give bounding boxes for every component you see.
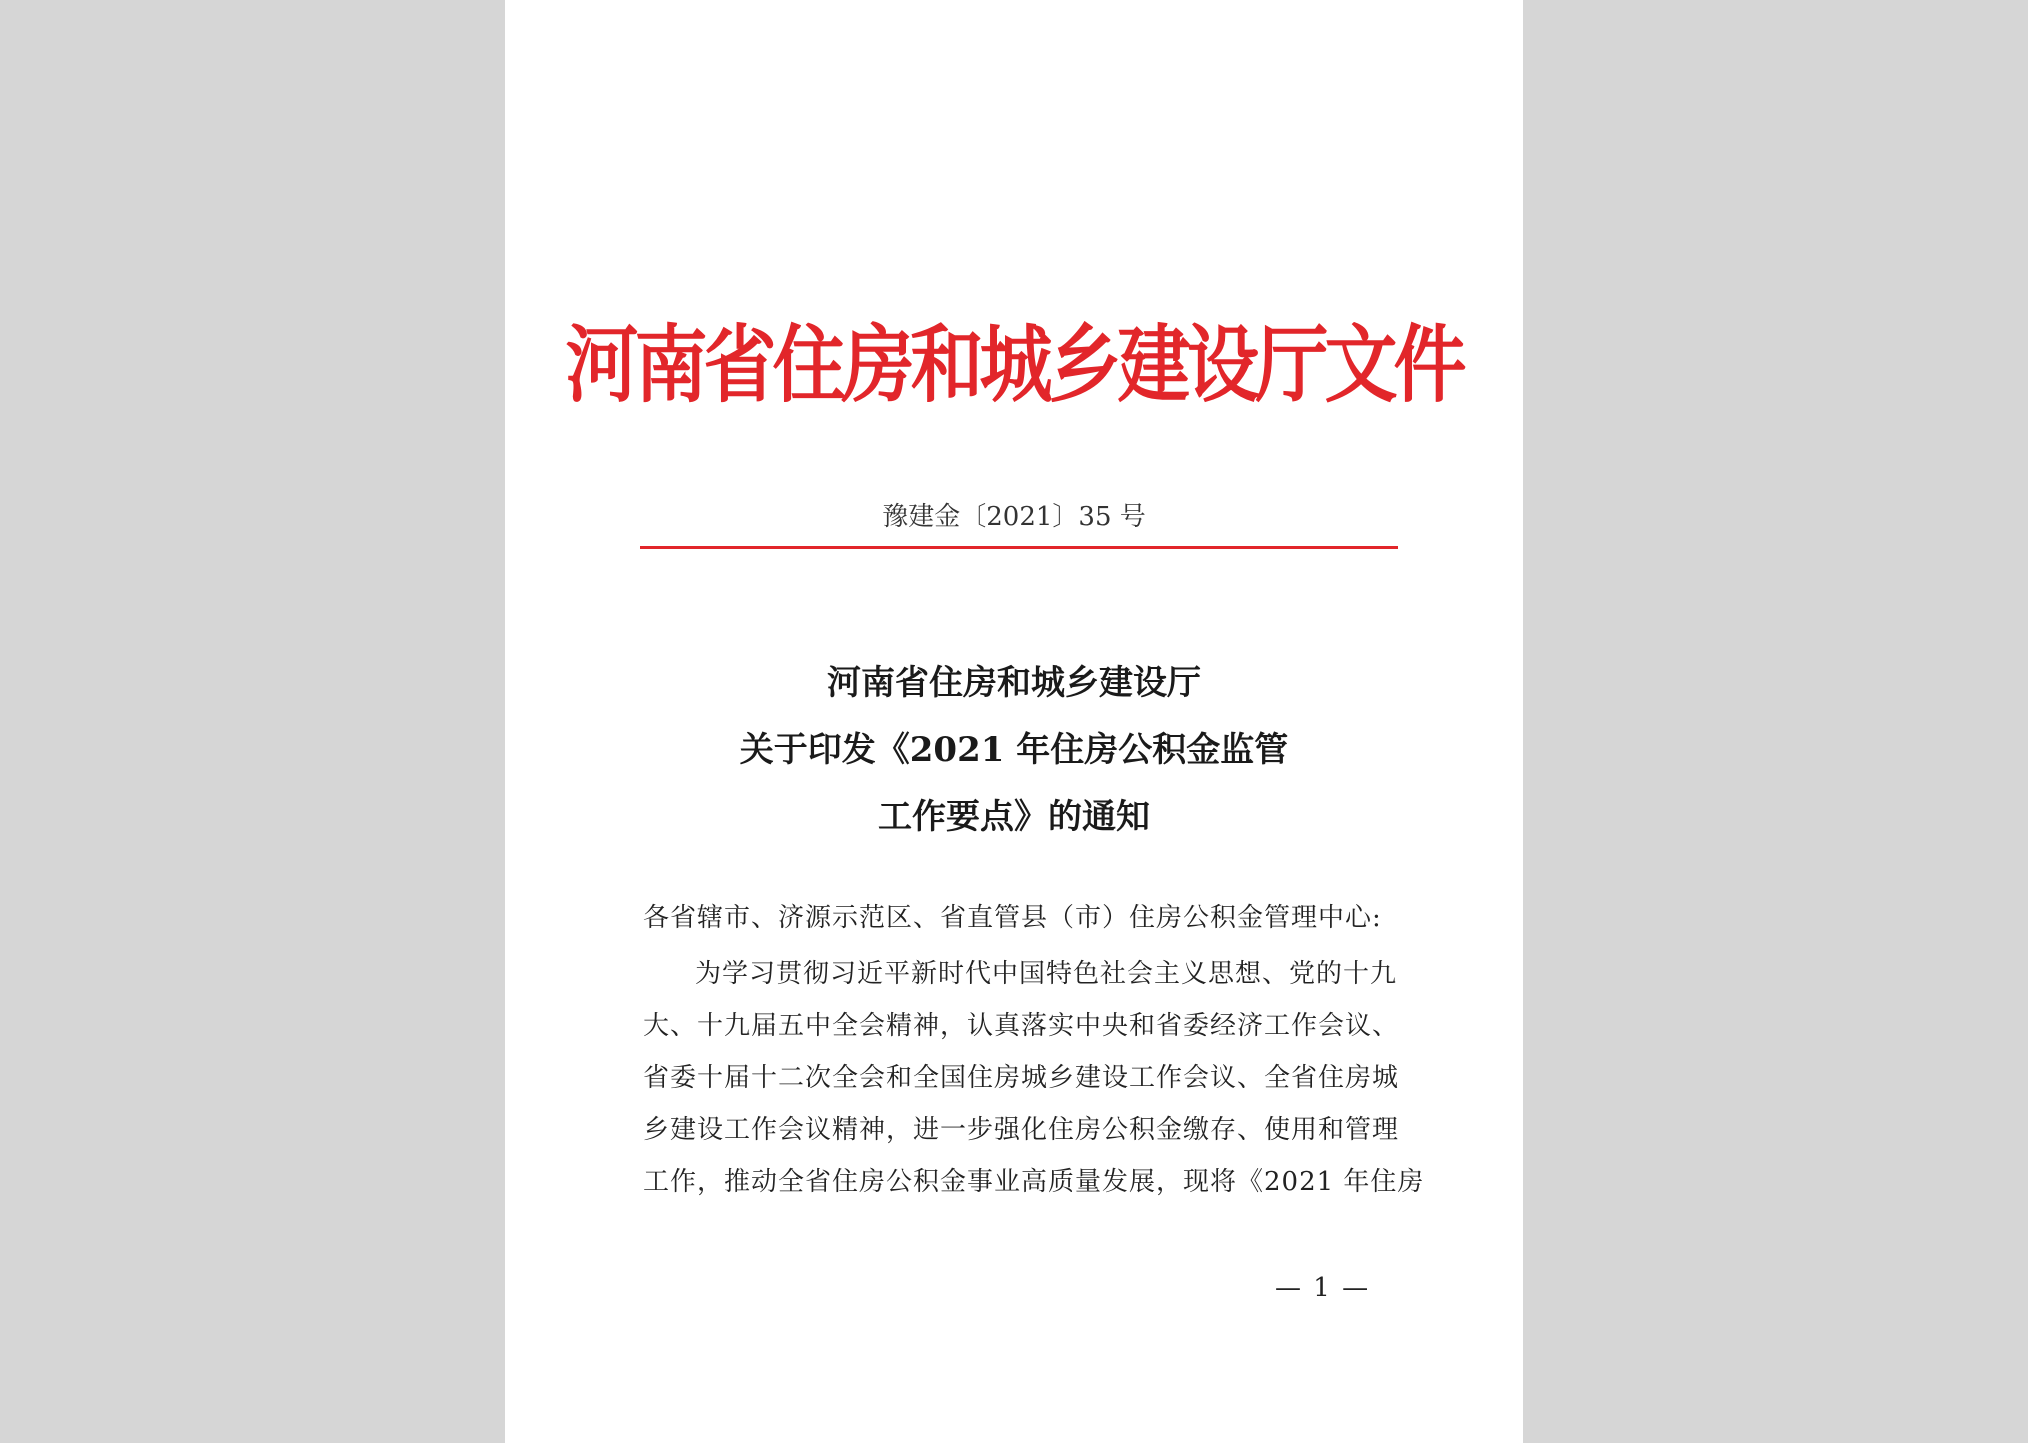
body-line: 大、十九届五中全会精神，认真落实中央和省委经济工作会议、 (643, 1011, 1400, 1041)
notice-title-line: 关于印发《2021 年住房公积金监管 (739, 730, 1289, 770)
document-page (505, 0, 1523, 1443)
document-number: 豫建金〔2021〕35 号 (882, 502, 1146, 532)
body-line: 乡建设工作会议精神，进一步强化住房公积金缴存、使用和管理 (643, 1115, 1400, 1145)
header-title: 河南省住房和城乡建设厅文件 (565, 315, 1463, 415)
red-divider-line (640, 546, 1398, 549)
notice-title (505, 650, 1523, 851)
notice-title-line: 工作要点》的通知 (878, 797, 1150, 837)
body-line: 为学习贯彻习近平新时代中国特色社会主义思想、党的十九 (695, 959, 1398, 989)
body-line: 工作，推动全省住房公积金事业高质量发展，现将《2021 年住房 (643, 1167, 1425, 1197)
salutation: 各省辖市、济源示范区、省直管县（市）住房公积金管理中心: (643, 903, 1382, 933)
body-paragraph (643, 948, 1425, 1208)
notice-title-line: 河南省住房和城乡建设厅 (827, 663, 1201, 703)
page-number: — 1 — (1275, 1273, 1371, 1303)
body-line: 省委十届十二次全会和全国住房城乡建设工作会议、全省住房城 (643, 1063, 1400, 1093)
